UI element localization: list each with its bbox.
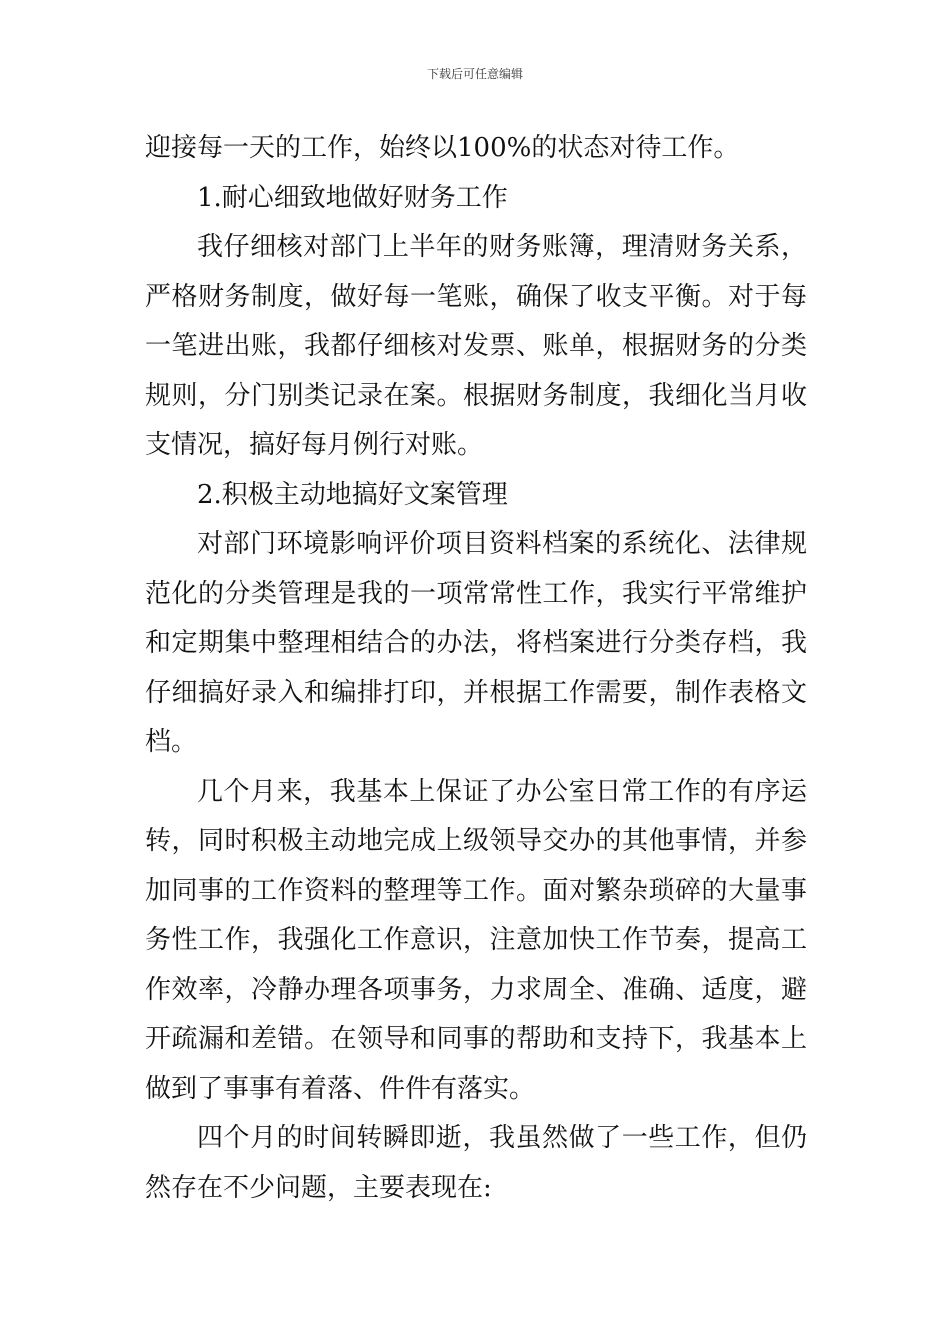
section-heading-finance: 1.耐心细致地做好财务工作 <box>197 182 508 213</box>
paragraph-continuation: 迎接每一天的工作，始终以100%的状态对待工作。 <box>145 133 740 163</box>
paragraph-documents: 对部门环境影响评价项目资料档案的系统化、法律规范化的分类管理是我的一项常常性工作，我实行平常维护和定期集中整理相结合的办法，将档案进行分类存档，我仔细搞好录入和编排打印，并根据工作需要，制作表格文档。 <box>145 529 807 757</box>
download-note: 下载后可任意编辑 <box>426 67 523 81</box>
document-body <box>145 124 807 1213</box>
paragraph-problems: 四个月的时间转瞬即逝，我虽然做了一些工作，但仍然存在不少问题，主要表现在: <box>145 1123 807 1203</box>
section-heading-documents: 2.积极主动地搞好文案管理 <box>197 479 508 510</box>
paragraph-finance: 我仔细核对部门上半年的财务账簿，理清财务关系，严格财务制度，做好每一笔账，确保了收支平衡。对于每一笔进出账，我都仔细核对发票、账单，根据财务的分类规则，分门别类记录在案。根据财务制度，我细化当月收支情况，搞好每月例行对账。 <box>145 232 807 460</box>
paragraph-summary: 几个月来，我基本上保证了办公室日常工作的有序运转，同时积极主动地完成上级领导交办的其他事情，并参加同事的工作资料的整理等工作。面对繁杂琐碎的大量事务性工作，我强化工作意识，注意加快工作节奏，提高工作效率，冷静办理各项事务，力求周全、准确、适度，避开疏漏和差错。在领导和同事的帮助和支持下，我基本上做到了事事有着落、件件有落实。 <box>145 776 807 1104</box>
